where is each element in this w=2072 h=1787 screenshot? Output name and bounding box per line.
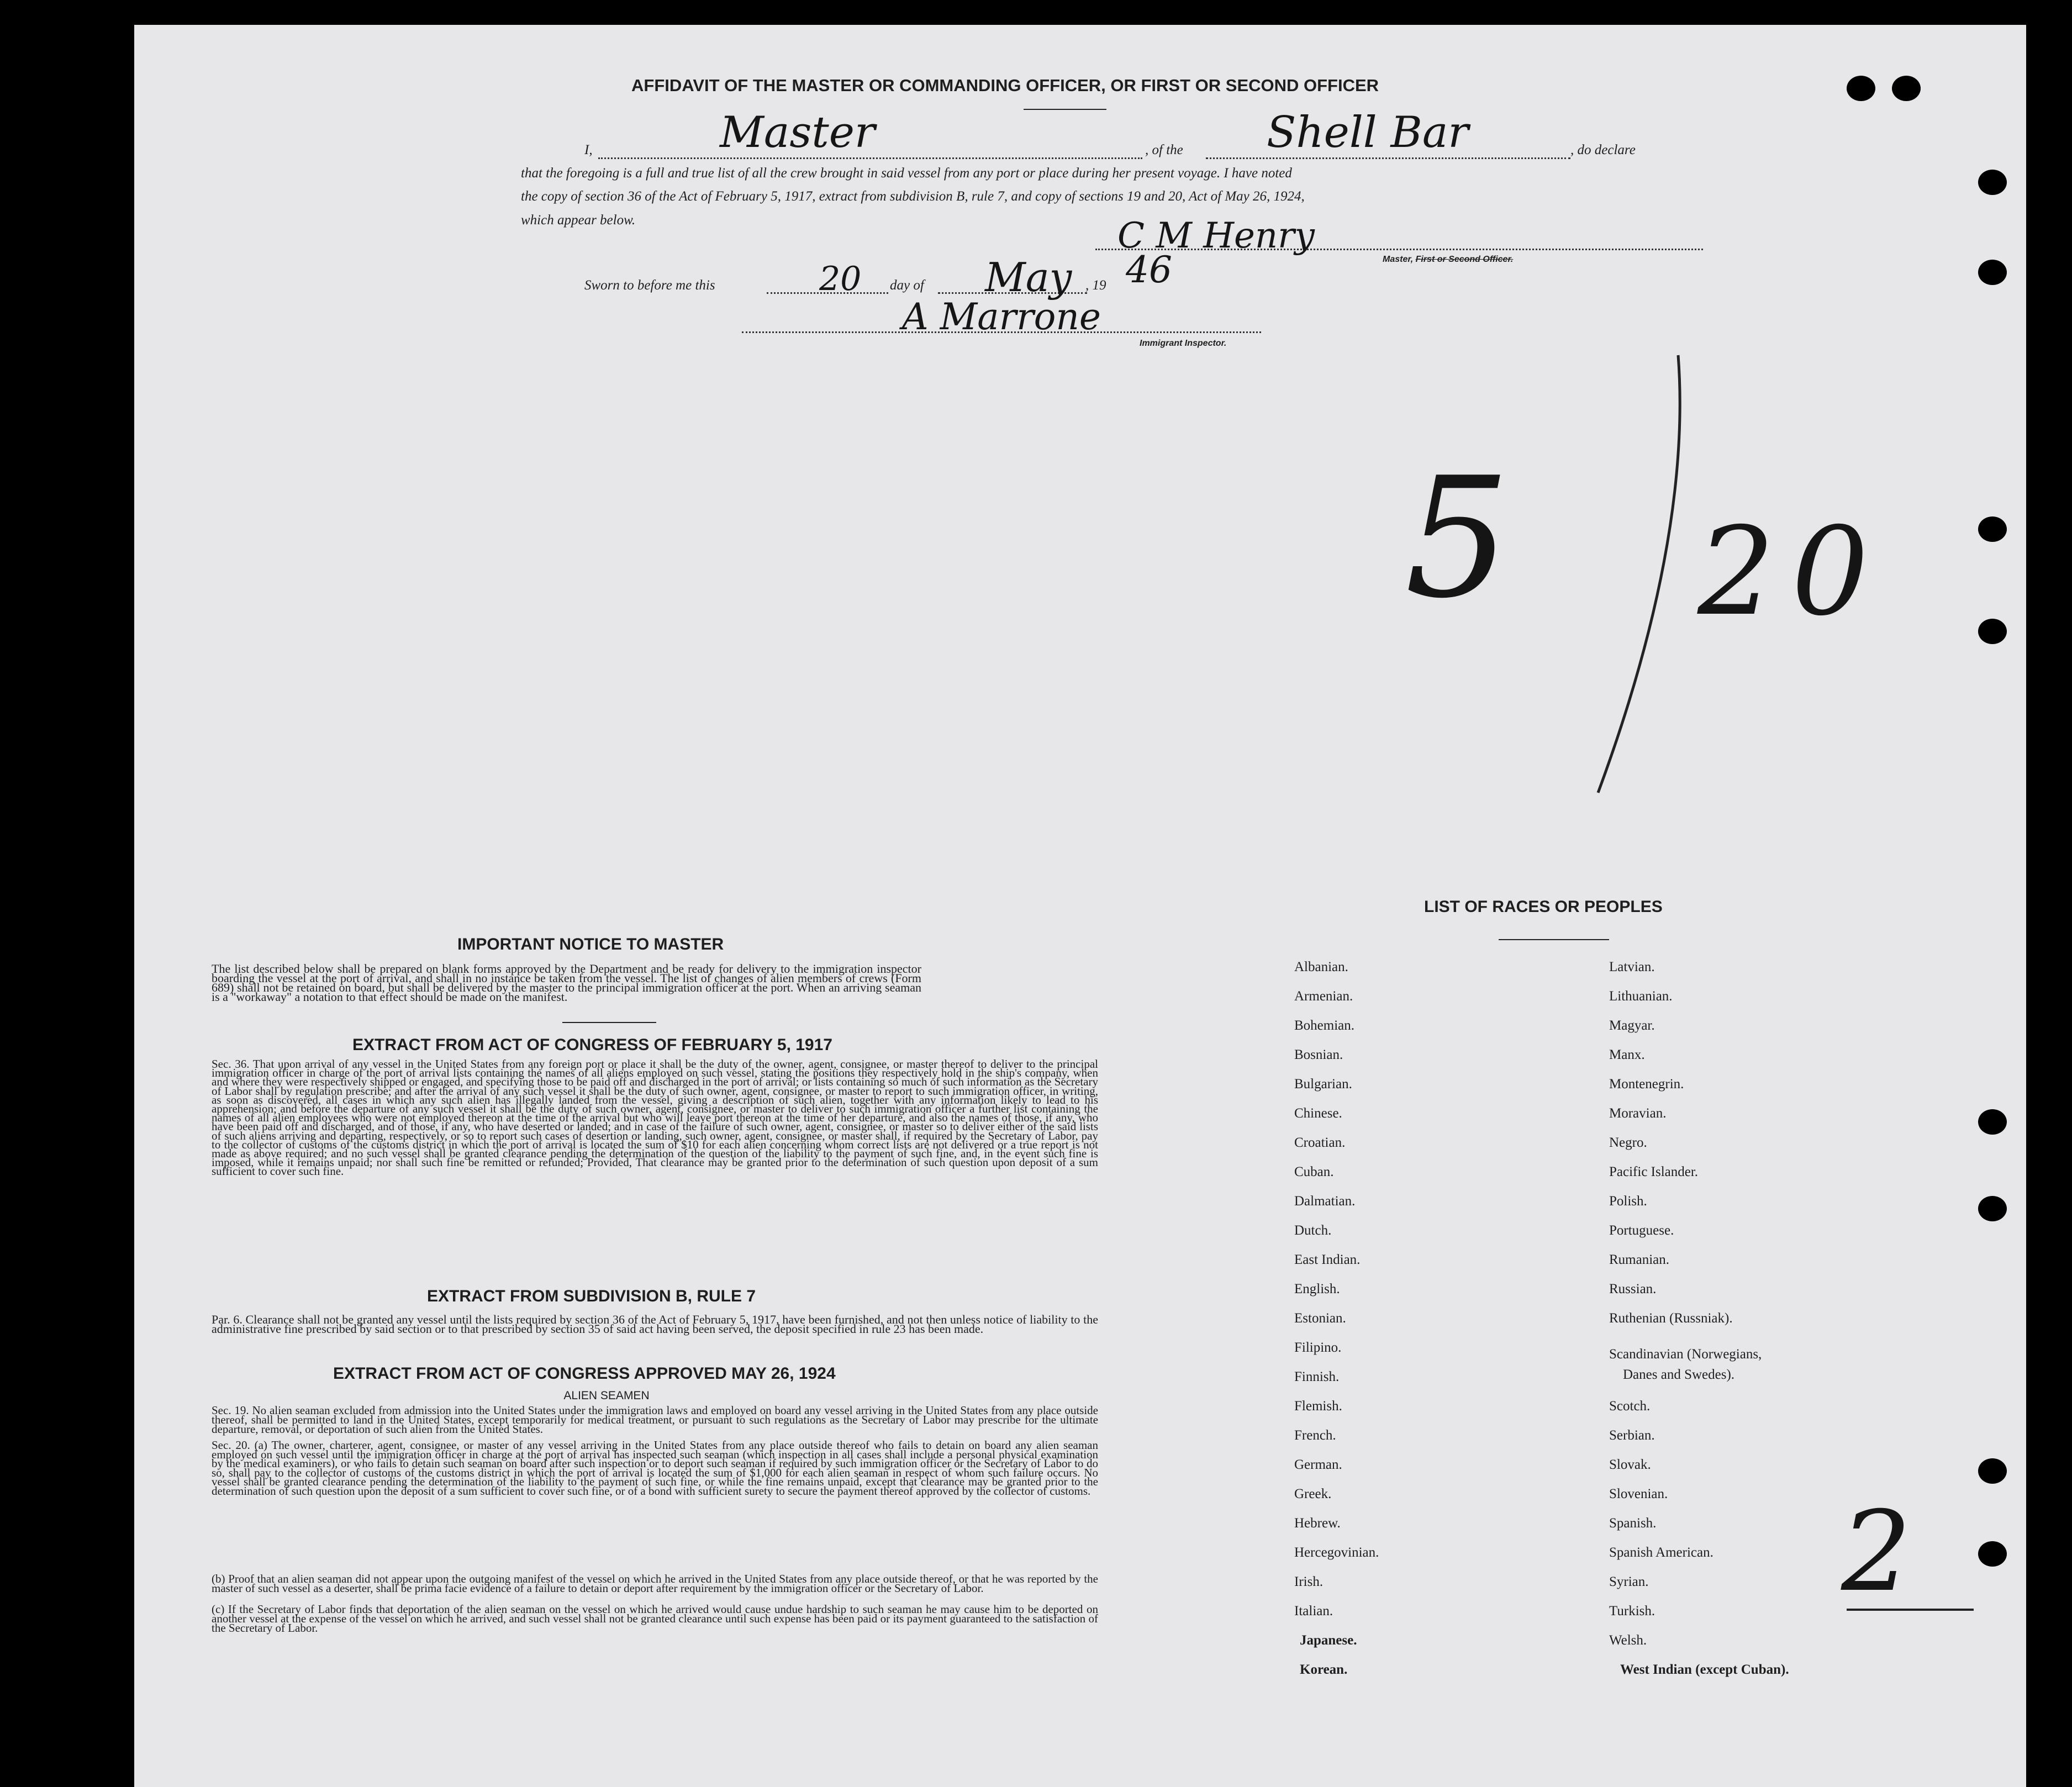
race-right-item: Montenegrin. bbox=[1609, 1077, 1684, 1092]
race-right-item: Magyar. bbox=[1609, 1018, 1655, 1033]
punch-hole bbox=[1978, 260, 2007, 285]
race-right-item: Moravian. bbox=[1609, 1106, 1667, 1121]
date-mark-day: 20 bbox=[1697, 501, 1885, 642]
race-left-item: Chinese. bbox=[1294, 1106, 1342, 1121]
sworn-month: May bbox=[985, 254, 1072, 301]
race-left-item: Armenian. bbox=[1294, 989, 1353, 1004]
race-right-item: Lithuanian. bbox=[1609, 989, 1673, 1004]
inspector-signature: A Marrone bbox=[902, 296, 1101, 338]
race-left-item: Irish. bbox=[1294, 1574, 1324, 1589]
race-right-item: Spanish American. bbox=[1609, 1545, 1714, 1560]
notice-body: The list described below shall be prepared on blank forms approved by the Department and be ready for delivery to the immigration inspector boarding the vessel at the port of arrival, and shall in no instance be taken from the vessel. The list of changes of alien members of crews (Form 689) shall not be retained on board, but shall be delivered by the master to the principal immigration officer at the port. When an arriving seaman is a "workaway" a notation to that effect should be made on the manifest. bbox=[212, 962, 921, 1004]
race-left-item: Filipino. bbox=[1294, 1340, 1342, 1355]
sworn-day: 20 bbox=[819, 260, 862, 298]
race-right-item: Spanish. bbox=[1609, 1516, 1657, 1531]
punch-hole bbox=[1978, 1109, 2007, 1135]
extract-1924-title: EXTRACT FROM ACT OF CONGRESS APPROVED MAY 26, 1924 bbox=[333, 1364, 836, 1383]
race-left-item: Japanese. bbox=[1300, 1633, 1357, 1648]
race-right-item: Turkish. bbox=[1609, 1604, 1656, 1619]
do-declare-label: , do declare bbox=[1570, 143, 1636, 157]
alien-seamen-subtitle: ALIEN SEAMEN bbox=[563, 1389, 650, 1402]
inspector-caption: Immigrant Inspector. bbox=[1140, 339, 1227, 348]
punch-hole bbox=[1978, 1541, 2007, 1567]
date-slash-stroke bbox=[1598, 355, 1680, 793]
race-left-item: Albanian. bbox=[1294, 960, 1348, 974]
race-right-item: Scandinavian (Norwegians, bbox=[1609, 1347, 1762, 1362]
race-left-item: Bohemian. bbox=[1294, 1018, 1355, 1033]
race-right-item: West Indian (except Cuban). bbox=[1620, 1662, 1789, 1677]
race-right-item: Welsh. bbox=[1609, 1633, 1647, 1648]
race-right-item: Scotch. bbox=[1609, 1399, 1651, 1414]
sec20c-body: (c) If the Secretary of Labor finds that deportation of the alien seaman on the vessel on which he arrived would cause undue hardship to such seaman he may cause him to be deported on another vessel at the expense of the vessel on which he arrived, and such vessel shall not be granted clearance until such expense has been paid or its payment guaranteed to the satisfaction of the Secretary of Labor. bbox=[212, 1602, 1098, 1635]
notice-title: IMPORTANT NOTICE TO MASTER bbox=[457, 935, 724, 953]
race-left-item: Cuban. bbox=[1294, 1164, 1334, 1179]
sworn-label: Sworn to before me this bbox=[584, 278, 715, 293]
race-left-item: English. bbox=[1294, 1282, 1340, 1296]
punch-hole bbox=[1978, 1458, 2007, 1484]
vessel-name-handwritten: Shell Bar bbox=[1267, 108, 1469, 157]
extract-1917-title: EXTRACT FROM ACT OF CONGRESS OF FEBRUARY 5, 1917 bbox=[352, 1036, 832, 1054]
race-left-item: Dalmatian. bbox=[1294, 1194, 1356, 1209]
master-name-handwritten: Master bbox=[720, 108, 876, 157]
page-number-underline bbox=[1847, 1609, 1974, 1611]
affidavit-title: AFFIDAVIT OF THE MASTER OR COMMANDING OFFICER, OR FIRST OR SECOND OFFICER bbox=[631, 76, 1379, 95]
page-number-handwritten: 2 bbox=[1841, 1488, 1912, 1616]
punch-hole bbox=[1978, 170, 2007, 195]
extract-1917-body: Sec. 36. That upon arrival of any vessel in the United States from any foreign port or place it shall be the duty of the owner, agent, consignee, or master thereof to deliver to the principal immigration officer in charge of the port of arrival lists containing the names of all aliens employed on such vessel, stating the positions they respectively hold in the ship's company, when and where they were respectively shipped or engaged, and specifying those to be paid off and discharged in the port of arrival; or lists containing so much of such information as the Secretary of Labor shall by regulation prescribe; and after the arrival of any such vessel it shall be the duty of such owner, agent, consignee, or master to report to such immigration officer, in writing, as soon as discovered, all cases in which any such alien has illegally landed from the vessel, giving a description of such alien, together with any information likely to lead to his apprehension; and before the departure of any such vessel it shall be the duty of such owner, agent, consignee, or master to deliver to such immigration officer a further list containing the names of all alien employees who were not employed thereon at the time of the arrival but who will leave port thereon at the time of her departure, and also the names of those, if any, who have been paid off and discharged, and of those, if any, who have deserted or landed; and in case of the failure of such owner, agent, consignee, or master so to deliver either of the said lists of such aliens arriving and departing, respectively, or so to report such cases of desertion or landing, such owner, agent, consignee, or master shall, if required by the Secretary of Labor, pay to the collector of customs of the customs district in which the port of arrival is located the sum of $10 for each alien concerning whom correct lists are not delivered or a true report is not made as above required; and no such vessel shall be granted clearance pending the determination of the question of the liability to the payment of such fine, and, in the event such fine is imposed, while it remains unpaid; nor shall such fine be remitted or refunded; Provided, That clearance may be granted prior to the determination of such question upon deposit of a sum sufficient to cover such fine. bbox=[212, 1057, 1098, 1178]
i-label: I, bbox=[584, 143, 593, 157]
signature-caption: Master, First or Second Officer. bbox=[1383, 255, 1514, 264]
race-left-item: Dutch. bbox=[1294, 1223, 1332, 1238]
race-right-item: Negro. bbox=[1609, 1135, 1647, 1150]
race-left-item: Finnish. bbox=[1294, 1369, 1340, 1384]
race-right-item: Danes and Swedes). bbox=[1623, 1367, 1735, 1382]
race-left-item: Estonian. bbox=[1294, 1311, 1346, 1326]
sec19-body: Sec. 19. No alien seaman excluded from admission into the United States under the immigration laws and employed on board any vessel arriving in the United States from any place outside thereof, shall be permitted to land in the United States, except temporarily for medical treatment, or pursuant to such regulations as the Secretary of Labor may prescribe for the ultimate departure, removal, or deportation of such alien from the United States. bbox=[212, 1404, 1098, 1436]
race-left-item: Greek. bbox=[1294, 1486, 1332, 1501]
race-right-item: Ruthenian (Russniak). bbox=[1609, 1311, 1733, 1326]
extract-rule7-body: Par. 6. Clearance shall not be granted any vessel until the lists required by section 36 of the Act of February 5, 1917, have been furnished, and not then unless notice of liability to the administrative fine prescribed by said section or to that prescribed by section 35 of said act having been served, the deposit specified in rule 23 has been made. bbox=[212, 1312, 1098, 1336]
sworn-year: 46 bbox=[1126, 249, 1172, 291]
notice-rule bbox=[562, 1022, 656, 1023]
race-right-item: Russian. bbox=[1609, 1282, 1657, 1296]
race-right-item: Rumanian. bbox=[1609, 1252, 1670, 1267]
race-left-item: Italian. bbox=[1294, 1604, 1333, 1619]
race-left-item: Hercegovinian. bbox=[1294, 1545, 1379, 1560]
race-left-item: Bulgarian. bbox=[1294, 1077, 1352, 1092]
race-right-item: Slovak. bbox=[1609, 1457, 1651, 1472]
day-of-label: day of bbox=[890, 278, 924, 293]
race-right-item: Pacific Islander. bbox=[1609, 1164, 1699, 1179]
punch-hole bbox=[1892, 76, 1921, 101]
race-left-item: French. bbox=[1294, 1428, 1336, 1443]
race-right-item: Portuguese. bbox=[1609, 1223, 1674, 1238]
race-left-item: German. bbox=[1294, 1457, 1342, 1472]
form-sheet bbox=[134, 25, 2026, 1787]
races-title: LIST OF RACES OR PEOPLES bbox=[1424, 898, 1663, 916]
race-left-item: Flemish. bbox=[1294, 1399, 1342, 1414]
race-left-item: Croatian. bbox=[1294, 1135, 1346, 1150]
handwritten-marks bbox=[134, 25, 2026, 1787]
race-right-item: Manx. bbox=[1609, 1047, 1645, 1062]
master-signature: C M Henry bbox=[1117, 215, 1315, 256]
race-right-item: Slovenian. bbox=[1609, 1486, 1668, 1501]
race-right-item: Syrian. bbox=[1609, 1574, 1649, 1589]
race-right-item: Polish. bbox=[1609, 1194, 1647, 1209]
race-left-item: East Indian. bbox=[1294, 1252, 1361, 1267]
year-prefix: , 19 bbox=[1085, 278, 1106, 293]
races-rule bbox=[1499, 939, 1609, 940]
declaration-line-3: the copy of section 36 of the Act of February 5, 1917, extract from subdivision B, rule 7, and copy of sections 19 and 20, Act of May 26, 1924, bbox=[521, 189, 1305, 204]
of-the-label: , of the bbox=[1145, 143, 1183, 157]
punch-hole bbox=[1847, 76, 1875, 101]
punch-hole bbox=[1978, 516, 2007, 542]
race-left-item: Bosnian. bbox=[1294, 1047, 1343, 1062]
declaration-line-2: that the foregoing is a full and true list of all the crew brought in said vessel from any port or place during her present voyage. I have noted bbox=[521, 166, 1292, 181]
punch-hole bbox=[1978, 619, 2007, 644]
declaration-line-4: which appear below. bbox=[521, 213, 636, 228]
race-right-item: Latvian. bbox=[1609, 960, 1655, 974]
sec20b-body: (b) Proof that an alien seaman did not appear upon the outgoing manifest of the vessel on which he arrived in the United States from any place outside thereof, or that he was reported by the master of such vessel as a deserter, shall be prima facie evidence of a failure to detain or deport after requirement by the immigration officer or the Secretary of Labor. bbox=[212, 1572, 1098, 1595]
race-left-item: Hebrew. bbox=[1294, 1516, 1341, 1531]
date-mark-month: 5 bbox=[1405, 442, 1510, 635]
sec20a-body: Sec. 20. (a) The owner, charterer, agent, consignee, or master of any vessel arriving in the United States from any place outside thereof who fails to detain on board any alien seaman employed on such vessel until the immigration officer in charge at the port of arrival has inspected such seaman (which inspection in all cases shall include a personal physical examination by the medical examiners), or who fails to detain such seaman on board after such inspection or to deport such seaman if required by such immigration officer or the Secretary of Labor to do so, shall pay to the collector of customs of the customs district in which the port of arrival is located the sum of $1,000 for each alien seaman in respect of whom such failure occurs. No vessel shall be granted clearance pending the determination of the liability to the payment of such fine, or while the fine remains unpaid, except that clearance may be granted prior to the determination of such question upon the deposit of a sum sufficient to cover such fine, or of a bond with sufficient surety to secure the payment thereof approved by the collector of customs. bbox=[212, 1438, 1098, 1498]
punch-hole bbox=[1978, 1196, 2007, 1221]
race-left-item: Korean. bbox=[1300, 1662, 1348, 1677]
extract-rule7-title: EXTRACT FROM SUBDIVISION B, RULE 7 bbox=[427, 1287, 756, 1305]
race-right-item: Serbian. bbox=[1609, 1428, 1655, 1443]
